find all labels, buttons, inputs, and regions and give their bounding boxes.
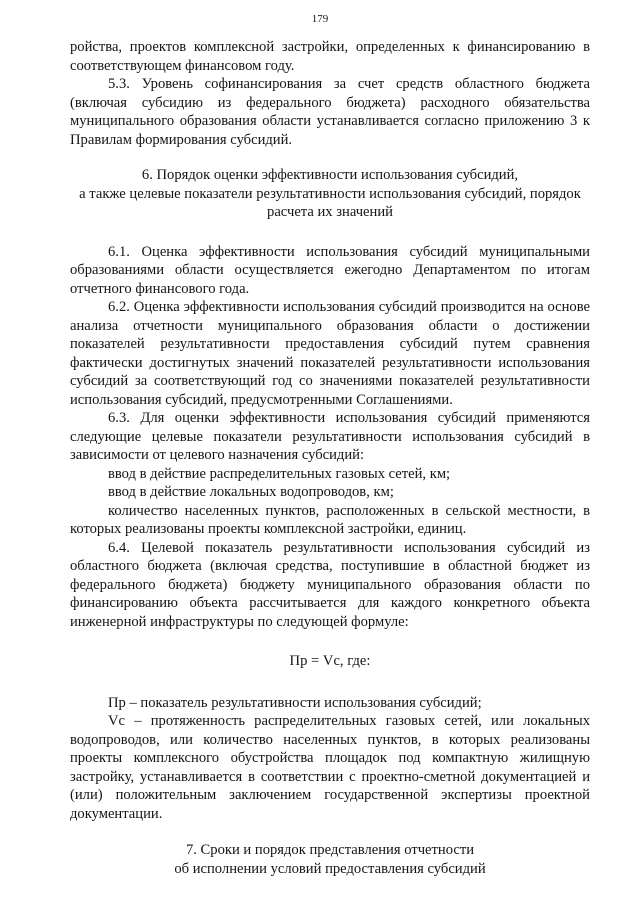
section-6-heading-line-2: а также целевые показатели результативности использования субсидий, порядок расчета их значений bbox=[79, 185, 581, 220]
definition-pr: Пр – показатель результативности использования субсидий; bbox=[108, 694, 482, 711]
paragraph-6-2: 6.2. Оценка эффективности использования субсидий производится на основе анализа отчетности муниципального образования области о достижении показателей результативности предоставления субсидий путем сравнения фактически достигнутых значений показателей результативности использования субсидий за соответствующий год со значениями показателей результативности использования субсидий, предусмотренными Соглашениями. bbox=[70, 299, 590, 408]
page-number: 179 bbox=[311, 13, 329, 25]
indicator-item-gas: ввод в действие распределительных газовых сетей, км; bbox=[108, 465, 451, 482]
paragraph-6-1: 6.1. Оценка эффективности использования субсидий муниципальными образованиями области осуществляется ежегодно Департаментом по итогам отчетного финансового года. bbox=[70, 243, 590, 297]
paragraph-6-3: 6.3. Для оценки эффективности использования субсидий применяются следующие целевые показатели результативности использования субсидий в зависимости от целевого назначения субсидий: bbox=[70, 410, 590, 463]
paragraph-continuation: ройства, проектов комплексной застройки, определенных к финансированию в соответствующем финансовом году. bbox=[70, 39, 590, 74]
section-7-heading bbox=[70, 841, 590, 878]
section-6-heading bbox=[70, 166, 590, 222]
paragraph-5-3: 5.3. Уровень софинансирования за счет средств областного бюджета (включая субсидию из федерального бюджета) расходного обязательства муниципального образования области устанавливается согласно приложению 3 к Правилам формирования субсидий. bbox=[70, 76, 590, 148]
section-7-heading-line-1: 7. Сроки и порядок представления отчетности bbox=[185, 842, 475, 858]
formula: Пр = Vс, где: bbox=[289, 653, 371, 669]
definition-vc: Vс – протяженность распределительных газовых сетей, или локальных водопроводов, или количество населенных пунктов, в которых реализованы проекты комплексного обустройства площадок под компактную жилищную застройку, устанавливается в соответствии с проектно-сметной документацией и (или) положительным заключением государственной экспертизы проектной документации. bbox=[70, 713, 590, 822]
indicator-item-settlements: количество населенных пунктов, расположенных в сельской местности, в которых реализованы проекты комплексной застройки, единиц. bbox=[70, 502, 590, 537]
indicator-item-water: ввод в действие локальных водопроводов, км; bbox=[108, 484, 394, 500]
section-7-heading-line-2: об исполнении условий предоставления субсидий bbox=[174, 860, 486, 877]
section-6-heading-line-1: 6. Порядок оценки эффективности использования субсидий, bbox=[141, 167, 519, 183]
document-body bbox=[70, 38, 590, 878]
paragraph-6-4: 6.4. Целевой показатель результативности использования субсидий из областного бюджета (включая средства, поступившие в областной бюджет из федерального бюджета) бюджету муниципального образования области по финансированию объекта рассчитывается для каждого конкретного объекта инженерной инфраструктуры по следующей формуле: bbox=[70, 539, 590, 630]
